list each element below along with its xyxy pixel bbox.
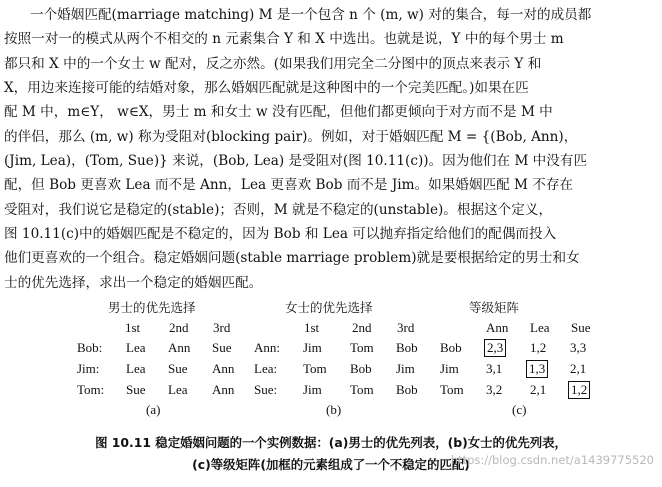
men-row-pref: Lea [168,382,188,397]
ranking-cell: 3,2 [486,382,503,397]
paragraph-line: 的伴侣，那么 (m, w) 称为受阻对(blocking pair)。例如，对于婚姻匹配 M = {(Bob, Ann)， [4,128,578,145]
caption-line-1: 图 10.11 稳定婚姻问题的一个实例数据：(a)男士的优先列表，(b)女士的优先列表， [95,435,567,450]
ranking-row-name: Jim [440,361,459,376]
paragraph-line: 配，但 Bob 更喜欢 Lea 而不是 Ann，Lea 更喜欢 Bob 而不是 Jim。如果婚姻匹配 M 不存在 [4,177,574,194]
women-header-3: 3rd [397,320,415,335]
men-row-pref: Ann [212,382,235,397]
ranking-cell: 2,1 [530,382,547,397]
ranking-matrix-label: (c) [512,402,527,417]
ranking-row-name: Tom [440,382,464,397]
ranking-matrix-title: 等级矩阵 [469,300,520,315]
men-table-label: (a) [146,402,161,417]
women-row-pref: Tom [303,361,327,376]
women-row-pref: Bob [396,340,418,355]
women-row-pref: Tom [350,382,374,397]
men-row-pref: Sue [126,382,146,397]
men-row-name: Bob: [77,340,103,355]
paragraph-line: 士的优先选择，求出一个稳定的婚姻匹配。 [4,274,263,291]
men-table-title: 男士的优先选择 [108,300,196,315]
ranking-cell: 3,3 [570,340,587,355]
women-table-title: 女士的优先选择 [285,300,373,315]
paragraph-line: 都只和 X 中的一个女士 w 配对，反之亦然。(如果我们用完全二分图中的顶点来表示 Y 和 [4,55,542,72]
women-row-name: Ann: [254,340,280,355]
paragraph-line: 配 M 中，m∈Y， w∈X，男士 m 和女士 w 没有匹配，但他们都更倾向于对方而不是 M 中 [4,104,553,121]
caption-line-2: (c)等级矩阵(加框的元素组成了一个不稳定的匹配) [192,457,470,472]
women-row-pref: Bob [396,382,418,397]
ranking-cell: 3,1 [486,361,503,376]
men-header-1: 1st [125,320,141,335]
men-row-pref: Ann [212,361,235,376]
ranking-cell: 1,2 [530,340,547,355]
ranking-col-header: Ann [486,320,509,335]
women-row-pref: Jim [303,382,322,397]
women-table-label: (b) [326,402,342,417]
women-row-name: Lea: [254,361,278,376]
body-paragraph [4,3,656,295]
paragraph-line: 图 10.11(c)中的婚姻匹配是不稳定的，因为 Bob 和 Lea 可以抛弃指定给他们的配偶而投入 [4,226,557,243]
men-row-pref: Sue [212,340,232,355]
women-header-2: 2nd [352,320,372,335]
men-row-pref: Lea [126,361,146,376]
men-row-pref: Sue [168,361,188,376]
paragraph-line: 他们更喜欢的一个组合。稳定婚姻问题(stable marriage problem)就是要根据给定的男士和女 [4,250,580,267]
women-header-1: 1st [304,320,320,335]
men-row-name: Jim: [77,361,100,376]
paragraph-line: (Jim, Lea)，(Tom, Sue)} 来说，(Bob, Lea) 是受阻对(图 10.11(c))。因为他们在 M 中没有匹 [4,153,588,170]
men-row-pref: Lea [126,340,146,355]
paragraph-line: 一个婚姻匹配(marriage matching) M 是一个包含 n 个 (m, w) 对的集合，每一对的成员都 [30,7,592,23]
paragraph-line: 按照一对一的模式从两个不相交的 n 元素集合 Y 和 X 中选出。也就是说，Y 中的每个男士 m [4,31,564,48]
ranking-cell: 2,1 [570,361,587,376]
men-header-2: 2nd [169,320,189,335]
men-row-name: Tom: [77,382,105,397]
women-row-name: Sue: [254,382,278,397]
women-row-pref: Jim [303,340,322,355]
ranking-cell-boxed: 1,2 [568,381,590,399]
ranking-col-header: Sue [571,320,591,335]
women-row-pref: Jim [396,361,415,376]
ranking-cell-boxed: 2,3 [484,339,506,357]
ranking-col-header: Lea [530,320,550,335]
men-header-3: 3rd [213,320,231,335]
watermark: https://blog.csdn.net/a1439775520 [450,453,654,467]
women-row-pref: Bob [350,361,372,376]
men-row-pref: Ann [168,340,191,355]
paragraph-line: 受阻对，我们说它是稳定的(stable)；否则，M 就是不稳定的(unstable)。根据这个定义， [4,201,553,218]
ranking-cell-boxed: 1,3 [526,360,548,378]
paragraph-line: X，用边来连接可能的结婚对象，那么婚姻匹配就是这种图中的一个完美匹配。)如果在匹 [4,80,529,97]
ranking-row-name: Bob [440,340,462,355]
figure-10-11 [0,298,662,428]
women-row-pref: Tom [350,340,374,355]
